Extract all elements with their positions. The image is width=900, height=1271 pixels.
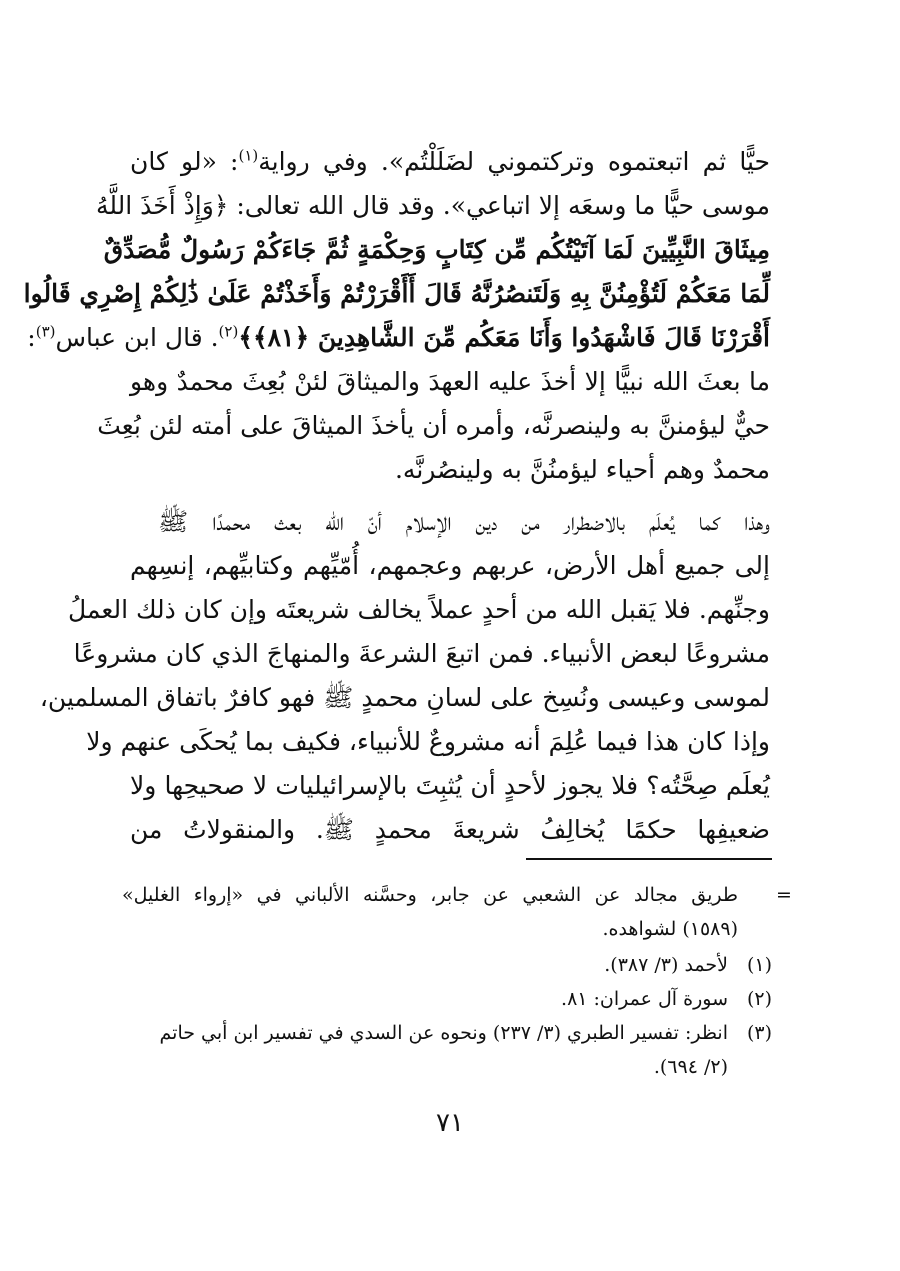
text-line <box>130 140 770 184</box>
footnote-ref[interactable]: (٣) <box>35 322 56 341</box>
text-segment: مشروعًا لبعض الأنبياء. فمن اتبعَ الشرعةَ والمنهاجَ الذي كان مشروعًا <box>73 639 770 668</box>
text-segment: محمدٌ وهم أحياء ليؤمنُنَّ به ولينصُرنَّه. <box>394 455 770 484</box>
footnote-ref[interactable]: (١) <box>238 146 259 165</box>
text-line <box>130 764 770 808</box>
footnote-number[interactable]: (٢) <box>746 988 772 1010</box>
footnote <box>122 982 772 1016</box>
text-segment: موسى حيًّا ما وسعَه إلا اتباعي». وقد قال الله تعالى: ﴿وَإِذْ أَخَذَ اللَّهُ <box>95 191 770 220</box>
text-line <box>97 404 770 448</box>
footnote <box>122 948 772 982</box>
text-line <box>68 588 770 632</box>
footnote-divider <box>526 858 772 860</box>
text-segment: : <box>27 323 36 352</box>
text-segment: : «لو كان <box>130 147 239 176</box>
text-segment: حيًّا ثم اتبعتموه وتركتموني لضَلَلْتُم». وفي رواية <box>258 147 770 176</box>
text-line <box>130 360 770 404</box>
text-segment: إلى جميع أهل الأرض، عربهم وعجمهم، أُمّيِّهم وكتابيِّهم، إنسِهم <box>130 551 770 580</box>
quran-verse-line <box>103 228 770 272</box>
text-segment: ما بعثَ الله نبيًّا إلا أخذَ عليه العهدَ والميثاقَ لئنْ بُعِثَ محمدٌ وهو <box>130 367 770 396</box>
text-segment: . قال ابن عباس <box>55 323 219 352</box>
footnote-continuation-line: طريق مجالد عن الشعبي عن جابر، وحسَّنه الألباني في «إرواء الغليل» <box>122 884 738 906</box>
text-segment: مِيثَاقَ النَّبِيِّينَ لَمَا آتَيْتُكُم مِّن كِتَابٍ وَحِكْمَةٍ ثُمَّ جَاءَكُمْ رَسُولٌ مُّصَدِّقٌ <box>103 235 770 264</box>
text-segment: وجنِّهم. فلا يَقبل الله من أحدٍ عملاً يخالف شريعتَه وإن كان ذلك العملُ <box>68 595 770 624</box>
footnote-number[interactable]: (١) <box>746 954 772 976</box>
text-line <box>130 808 770 852</box>
footnote-continuation-line: (١٥٨٩) لشواهده. <box>602 918 738 940</box>
text-line <box>95 184 770 228</box>
text-line <box>27 316 770 360</box>
footnote-continuation-line: (٢/ ٦٩٤). <box>653 1056 728 1078</box>
footnote-text: سورة آل عمران: ٨١. <box>561 988 728 1010</box>
text-segment: وإذا كان هذا فيما عُلِمَ أنه مشروعٌ للأنبياء، فكيف بما يُحكَى عنهم ولا <box>86 727 770 756</box>
footnote-text: انظر: تفسير الطبري (٣/ ٢٣٧) ونحوه عن السدي في تفسير ابن أبي حاتم <box>159 1022 728 1044</box>
text-line <box>39 676 770 720</box>
text-segment: وهذا كما يُعلَم بالاضطرار من دين الإسلام أنّ الله بعث محمدًا ﷺ <box>158 507 770 536</box>
footnote-text: لأحمد (٣/ ٣٨٧). <box>604 954 728 976</box>
text-segment: لِّمَا مَعَكُمْ لَتُؤْمِنُنَّ بِهِ وَلَتَنصُرُنَّهُ قَالَ أَأَقْرَرْتُمْ وَأَخَذْتُمْ عَلَىٰ ذَٰلِكُمْ إِصْرِي قَالُوا <box>23 279 770 308</box>
quran-verse-segment: أَقْرَرْنَا قَالَ فَاشْهَدُوا وَأَنَا مَعَكُم مِّنَ الشَّاهِدِينَ ﴿٨١﴾﴾ <box>238 323 770 352</box>
text-segment: يُعلَم صِحَّتُه؟ فلا يجوز لأحدٍ أن يُثبِتَ بالإسرائيليات لا صحيحِها ولا <box>130 771 770 800</box>
text-line <box>158 500 770 544</box>
text-line <box>73 632 770 676</box>
continuation-mark: = <box>776 884 792 906</box>
text-line <box>130 448 770 492</box>
footnote <box>122 1016 772 1050</box>
page-number: ٧١ <box>436 1108 464 1138</box>
text-segment: حيٌّ ليؤمننَّ به ولينصرنَّه، وأمره أن يأخذَ الميثاقَ على أمته لئن بُعِثَ <box>97 411 770 440</box>
text-segment: لموسى وعيسى ونُسِخ على لسانِ محمدٍ ﷺ فهو كافرٌ باتفاق المسلمين، <box>39 683 770 712</box>
text-segment: ضعيفِها حكمًا يُخالِفُ شريعةَ محمدٍ ﷺ. والمنقولاتُ من <box>130 815 770 844</box>
text-line <box>86 720 770 764</box>
quran-verse-line <box>23 272 770 316</box>
footnote-ref[interactable]: (٢) <box>218 322 239 341</box>
text-line <box>130 544 770 588</box>
footnote-number[interactable]: (٣) <box>746 1022 772 1044</box>
